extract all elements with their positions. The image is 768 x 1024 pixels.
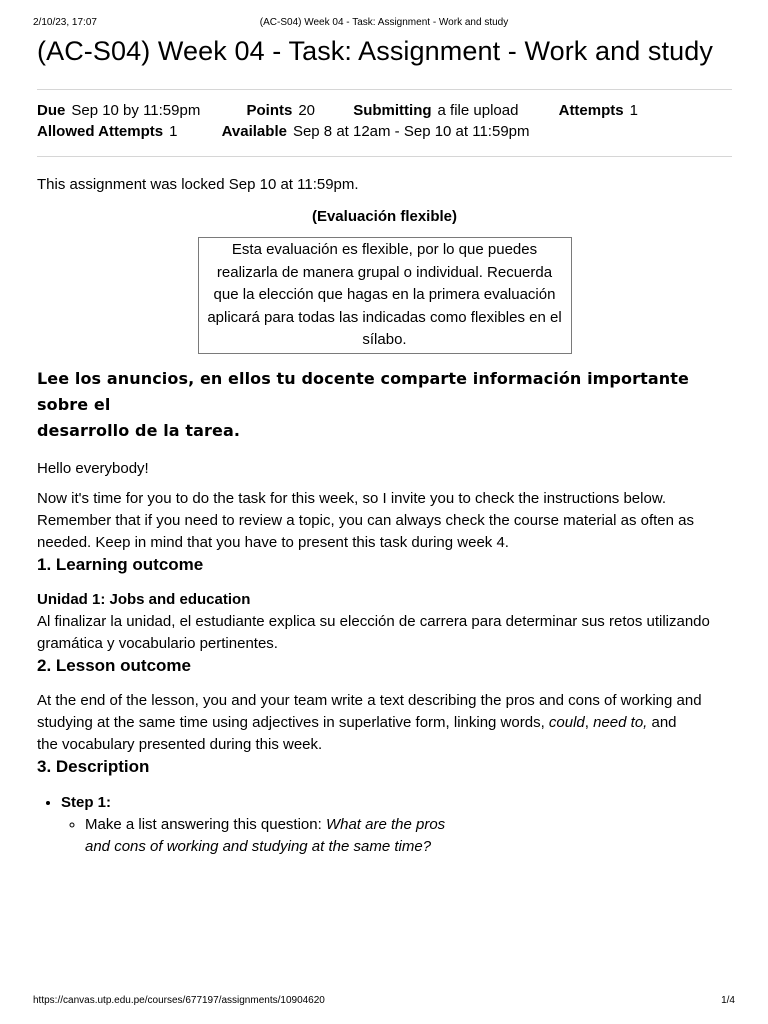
submitting-label: Submitting bbox=[353, 102, 432, 119]
flexible-evaluation-title: (Evaluación flexible) bbox=[311, 208, 458, 225]
section-heading-lesson-outcome: 2. Lesson outcome bbox=[37, 655, 191, 675]
flexible-evaluation-box bbox=[198, 237, 572, 354]
assignment-content bbox=[37, 34, 732, 858]
intro-paragraph bbox=[37, 488, 732, 554]
notice-line: desarrollo de la tarea. bbox=[37, 420, 241, 440]
step-question: What are the pros bbox=[325, 815, 446, 833]
notice-line: Lee los anuncios, en ellos tu docente comparte información importante sobre el bbox=[37, 368, 689, 414]
step-sublist bbox=[61, 814, 732, 858]
divider bbox=[37, 156, 732, 157]
locked-notice: This assignment was locked Sep 10 at 11:59pm. bbox=[37, 176, 359, 193]
page-title: (AC-S04) Week 04 - Task: Assignment - Work and study bbox=[37, 36, 713, 66]
learning-outcome-line: gramática y vocabulario pertinentes. bbox=[37, 634, 278, 652]
keyword-could: could bbox=[548, 713, 585, 731]
steps-list bbox=[37, 792, 732, 858]
step-question: and cons of working and studying at the same time? bbox=[85, 837, 432, 855]
submitting-value: a file upload bbox=[437, 102, 519, 119]
allowed-attempts-label: Allowed Attempts bbox=[37, 123, 164, 140]
announcements-notice bbox=[37, 366, 732, 444]
flex-box-line: realizarla de manera grupal o individual. Recuerda bbox=[216, 263, 553, 281]
flex-box-line: que la elección que hagas en la primera evaluación bbox=[213, 286, 556, 303]
print-footer bbox=[0, 994, 768, 1008]
intro-line: Remember that if you need to review a topic, you can always check the course material as often as bbox=[37, 511, 694, 529]
lesson-outcome-line: At the end of the lesson, you and your team write a text describing the pros and cons of working and bbox=[37, 691, 702, 709]
flex-box-line: sílabo. bbox=[362, 331, 407, 348]
print-page-number: 1/4 bbox=[721, 995, 735, 1006]
learning-outcome-text bbox=[37, 611, 732, 655]
attempts-label: Attempts bbox=[558, 102, 624, 119]
details-row-2 bbox=[37, 121, 732, 142]
lesson-outcome-line: the vocabulary presented during this week. bbox=[37, 735, 323, 753]
lesson-text-segment: and bbox=[647, 713, 677, 731]
available-label: Available bbox=[221, 123, 287, 140]
points-value: 20 bbox=[298, 102, 316, 119]
section-heading-learning-outcome: 1. Learning outcome bbox=[37, 554, 204, 574]
print-page-title: (AC-S04) Week 04 - Task: Assignment - Work and study bbox=[259, 17, 509, 28]
step-item bbox=[61, 792, 732, 858]
details-row-1 bbox=[37, 100, 732, 121]
assignment-details bbox=[37, 90, 732, 156]
flex-box-line: aplicará para todas las indicadas como flexibles en el bbox=[207, 308, 562, 326]
lesson-outcome-text bbox=[37, 690, 732, 756]
available-value: Sep 8 at 12am - Sep 10 at 11:59pm bbox=[292, 123, 530, 140]
keyword-need-to: need to, bbox=[593, 713, 648, 731]
lesson-text-segment: , bbox=[584, 713, 594, 731]
learning-outcome-line: Al finalizar la unidad, el estudiante explica su elección de carrera para determinar sus retos utilizando bbox=[37, 612, 710, 630]
greeting: Hello everybody! bbox=[37, 459, 149, 477]
print-header bbox=[0, 16, 768, 30]
step-instruction: Make a list answering this question: bbox=[85, 815, 326, 833]
print-date: 2/10/23, 17:07 bbox=[33, 17, 97, 28]
due-label: Due bbox=[37, 102, 66, 119]
unit-title: Unidad 1: Jobs and education bbox=[37, 590, 251, 608]
lesson-text-segment: studying at the same time using adjectives in superlative form, linking words, bbox=[37, 713, 549, 731]
allowed-attempts-value: 1 bbox=[169, 123, 178, 140]
print-url: https://canvas.utp.edu.pe/courses/677197/assignments/10904620 bbox=[33, 995, 325, 1006]
intro-line: Now it's time for you to do the task for this week, so I invite you to check the instructions below. bbox=[37, 489, 666, 507]
points-label: Points bbox=[246, 102, 293, 119]
step-text bbox=[85, 814, 465, 858]
due-value: Sep 10 by 11:59pm bbox=[71, 102, 201, 119]
step-subitem bbox=[85, 814, 732, 858]
step-label: Step 1: bbox=[61, 793, 112, 811]
lesson-outcome-line bbox=[37, 712, 732, 734]
section-heading-description: 3. Description bbox=[37, 756, 150, 776]
flex-box-line: Esta evaluación es flexible, por lo que puedes bbox=[231, 241, 538, 258]
attempts-value: 1 bbox=[629, 102, 638, 119]
intro-line: needed. Keep in mind that you have to present this task during week 4. bbox=[37, 533, 509, 551]
